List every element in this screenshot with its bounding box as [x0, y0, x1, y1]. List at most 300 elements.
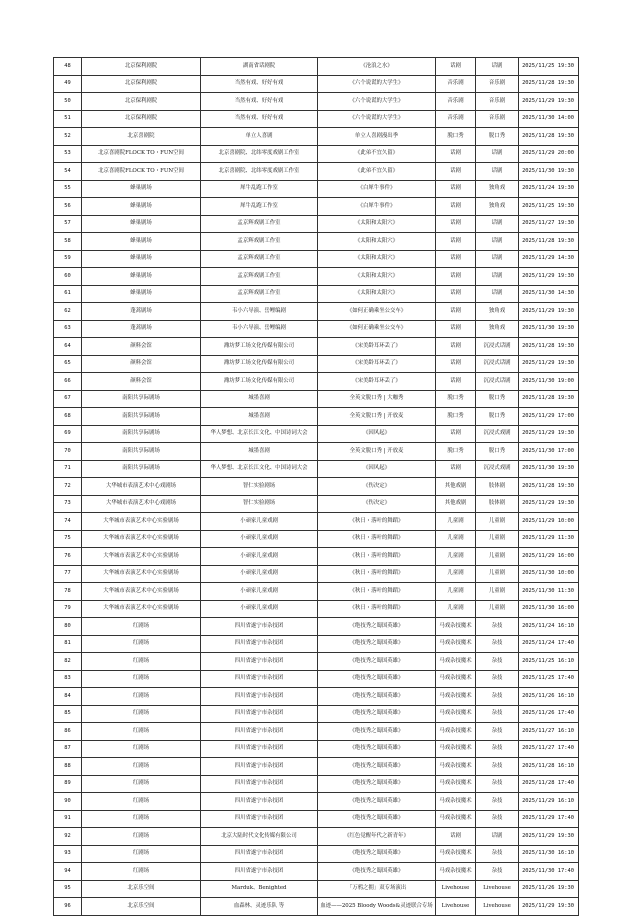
organizer-cell: 孟京辉戏剧工作室: [201, 233, 318, 251]
venue-cell: 蓬蒿剧场: [82, 303, 201, 321]
show-title-cell: 《太阳和太阳穴》: [318, 215, 436, 233]
table-row: [54, 548, 579, 566]
venue-cell: 红剧场: [82, 723, 201, 741]
organizer-cell: 单立人喜剧: [201, 128, 318, 146]
table-row: [54, 460, 579, 478]
venue-cell: 蜂巢剧场: [82, 180, 201, 198]
organizer-cell: 城墨喜剧: [201, 408, 318, 426]
sub-category-cell: 音乐剧: [476, 93, 519, 111]
organizer-cell: 潍坊梦工场文化传媒有限公司: [201, 373, 318, 391]
row-number-cell: 83: [54, 670, 82, 688]
show-title-cell: 《绝技秀之蜀国英雄》: [318, 670, 436, 688]
show-title-cell: 《绝技秀之蜀国英雄》: [318, 688, 436, 706]
category-cell: 马戏杂技魔术: [436, 863, 476, 881]
venue-cell: 大华城市表演艺术中心实验剧场: [82, 513, 201, 531]
show-title-cell: 全英文脱口秀 | 开放麦: [318, 443, 436, 461]
show-title-cell: 《绝技秀之蜀国英雄》: [318, 618, 436, 636]
category-cell: 马戏杂技魔术: [436, 810, 476, 828]
organizer-cell: 小顽家儿童戏剧: [201, 513, 318, 531]
venue-cell: 红剧场: [82, 828, 201, 846]
category-cell: 马戏杂技魔术: [436, 845, 476, 863]
category-cell: 马戏杂技魔术: [436, 740, 476, 758]
venue-cell: 南阳共享际剧场: [82, 443, 201, 461]
organizer-cell: 四川省遂宁市杂技团: [201, 670, 318, 688]
venue-cell: 红剧场: [82, 688, 201, 706]
show-title-cell: 《宋美龄耳环丢了》: [318, 355, 436, 373]
organizer-cell: 潍坊梦工场文化传媒有限公司: [201, 338, 318, 356]
venue-cell: 蜂巢剧场: [82, 250, 201, 268]
sub-category-cell: 话剧: [476, 58, 519, 76]
category-cell: 儿童剧: [436, 600, 476, 618]
category-cell: 儿童剧: [436, 548, 476, 566]
venue-cell: 北京保利剧院: [82, 110, 201, 128]
organizer-cell: 四川省遂宁市杂技团: [201, 723, 318, 741]
row-number-cell: 95: [54, 880, 82, 898]
show-title-cell: 《如何正确乘坐公交车》: [318, 320, 436, 338]
table-row: [54, 320, 579, 338]
show-time-cell: 2025/11/29 19:30: [519, 898, 579, 916]
venue-cell: 大华城市表演艺术中心实验剧场: [82, 548, 201, 566]
organizer-cell: 孟京辉戏剧工作室: [201, 268, 318, 286]
row-number-cell: 77: [54, 565, 82, 583]
show-title-cell: 《绝技秀之蜀国英雄》: [318, 863, 436, 881]
table-row: [54, 740, 579, 758]
row-number-cell: 82: [54, 653, 82, 671]
show-time-cell: 2025/11/24 19:30: [519, 180, 579, 198]
sub-category-cell: 杂技: [476, 863, 519, 881]
venue-cell: 北京喜剧院FLOCK TO・FUN空间: [82, 145, 201, 163]
row-number-cell: 49: [54, 75, 82, 93]
sub-category-cell: 音乐剧: [476, 110, 519, 128]
category-cell: 音乐剧: [436, 110, 476, 128]
sub-category-cell: 杂技: [476, 845, 519, 863]
row-number-cell: 89: [54, 775, 82, 793]
venue-cell: 南阳共享际剧场: [82, 425, 201, 443]
sub-category-cell: 杂技: [476, 793, 519, 811]
category-cell: 话剧: [436, 285, 476, 303]
show-time-cell: 2025/11/27 19:30: [519, 215, 579, 233]
venue-cell: 红剧场: [82, 705, 201, 723]
category-cell: 脱口秀: [436, 390, 476, 408]
show-title-cell: 《绝技秀之蜀国英雄》: [318, 635, 436, 653]
schedule-table-container: [53, 57, 578, 916]
venue-cell: 南阳共享际剧场: [82, 460, 201, 478]
show-title-cell: 《太阳和太阳穴》: [318, 285, 436, 303]
show-time-cell: 2025/11/28 19:30: [519, 338, 579, 356]
row-number-cell: 92: [54, 828, 82, 846]
show-title-cell: 《秋日・落叶的舞蹈》: [318, 548, 436, 566]
show-time-cell: 2025/11/30 14:30: [519, 285, 579, 303]
category-cell: 儿童剧: [436, 513, 476, 531]
organizer-cell: 湖南省话剧院: [201, 58, 318, 76]
row-number-cell: 93: [54, 845, 82, 863]
show-time-cell: 2025/11/25 16:10: [519, 653, 579, 671]
table-row: [54, 565, 579, 583]
row-number-cell: 88: [54, 758, 82, 776]
row-number-cell: 85: [54, 705, 82, 723]
organizer-cell: 城墨喜剧: [201, 443, 318, 461]
sub-category-cell: Livehouse: [476, 880, 519, 898]
organizer-cell: 小顽家儿童戏剧: [201, 583, 318, 601]
venue-cell: 红剧场: [82, 653, 201, 671]
sub-category-cell: 肢体剧: [476, 495, 519, 513]
row-number-cell: 62: [54, 303, 82, 321]
row-number-cell: 61: [54, 285, 82, 303]
show-time-cell: 2025/11/28 19:30: [519, 128, 579, 146]
row-number-cell: 63: [54, 320, 82, 338]
sub-category-cell: 儿童剧: [476, 565, 519, 583]
venue-cell: 大华城市表演艺术中心戏剧场: [82, 478, 201, 496]
show-time-cell: 2025/11/29 19:30: [519, 355, 579, 373]
organizer-cell: 四川省遂宁市杂技团: [201, 653, 318, 671]
organizer-cell: 华人梦想、北京长江文化、中国诗词大会: [201, 425, 318, 443]
sub-category-cell: 脱口秀: [476, 443, 519, 461]
show-time-cell: 2025/11/29 16:10: [519, 793, 579, 811]
sub-category-cell: 独角戏: [476, 180, 519, 198]
show-time-cell: 2025/11/30 19:30: [519, 320, 579, 338]
venue-cell: 北京保利剧院: [82, 58, 201, 76]
show-time-cell: 2025/11/29 19:30: [519, 303, 579, 321]
organizer-cell: 智仁实验剧场: [201, 495, 318, 513]
organizer-cell: 当然有戏、好好有戏: [201, 93, 318, 111]
row-number-cell: 60: [54, 268, 82, 286]
organizer-cell: 华人梦想、北京长江文化、中国诗词大会: [201, 460, 318, 478]
sub-category-cell: 独角戏: [476, 320, 519, 338]
row-number-cell: 57: [54, 215, 82, 233]
venue-cell: 北京喜剧院: [82, 128, 201, 146]
row-number-cell: 96: [54, 898, 82, 916]
sub-category-cell: 杂技: [476, 758, 519, 776]
row-number-cell: 91: [54, 810, 82, 828]
venue-cell: 颜料会馆: [82, 373, 201, 391]
row-number-cell: 65: [54, 355, 82, 373]
table-row: [54, 758, 579, 776]
sub-category-cell: 沉浸式话剧: [476, 355, 519, 373]
category-cell: 其他戏剧: [436, 478, 476, 496]
show-time-cell: 2025/11/29 19:30: [519, 495, 579, 513]
sub-category-cell: 儿童剧: [476, 583, 519, 601]
venue-cell: 红剧场: [82, 793, 201, 811]
organizer-cell: 小顽家儿童戏剧: [201, 530, 318, 548]
sub-category-cell: 杂技: [476, 810, 519, 828]
venue-cell: 红剧场: [82, 635, 201, 653]
table-row: [54, 653, 579, 671]
show-time-cell: 2025/11/29 10:00: [519, 513, 579, 531]
show-title-cell: 《秋日・落叶的舞蹈》: [318, 530, 436, 548]
sub-category-cell: 杂技: [476, 635, 519, 653]
table-row: [54, 810, 579, 828]
show-time-cell: 2025/11/27 17:40: [519, 740, 579, 758]
show-time-cell: 2025/11/28 17:40: [519, 775, 579, 793]
show-title-cell: 《六个说谎的大学生》: [318, 110, 436, 128]
organizer-cell: 潍坊梦工场文化传媒有限公司: [201, 355, 318, 373]
show-title-cell: 《太阳和太阳穴》: [318, 268, 436, 286]
category-cell: 话剧: [436, 250, 476, 268]
category-cell: 脱口秀: [436, 443, 476, 461]
organizer-cell: 孟京辉戏剧工作室: [201, 250, 318, 268]
category-cell: 话剧: [436, 828, 476, 846]
category-cell: 脱口秀: [436, 408, 476, 426]
table-row: [54, 618, 579, 636]
row-number-cell: 64: [54, 338, 82, 356]
show-time-cell: 2025/11/25 17:40: [519, 670, 579, 688]
table-row: [54, 58, 579, 76]
organizer-cell: 城墨喜剧: [201, 390, 318, 408]
category-cell: 音乐剧: [436, 93, 476, 111]
row-number-cell: 73: [54, 495, 82, 513]
sub-category-cell: 话剧: [476, 828, 519, 846]
organizer-cell: 北京喜剧院、北纬零度戏剧工作室: [201, 163, 318, 181]
table-row: [54, 880, 579, 898]
category-cell: 脱口秀: [436, 128, 476, 146]
row-number-cell: 80: [54, 618, 82, 636]
show-title-cell: 《绝技秀之蜀国英雄》: [318, 705, 436, 723]
table-row: [54, 600, 579, 618]
category-cell: 马戏杂技魔术: [436, 670, 476, 688]
organizer-cell: 四川省遂宁市杂技团: [201, 618, 318, 636]
table-row: [54, 145, 579, 163]
show-time-cell: 2025/11/28 16:10: [519, 758, 579, 776]
show-time-cell: 2025/11/29 19:30: [519, 268, 579, 286]
show-time-cell: 2025/11/26 17:40: [519, 705, 579, 723]
category-cell: Livehouse: [436, 898, 476, 916]
table-row: [54, 250, 579, 268]
sub-category-cell: 沉浸式话剧: [476, 373, 519, 391]
show-time-cell: 2025/11/26 16:10: [519, 688, 579, 706]
row-number-cell: 86: [54, 723, 82, 741]
category-cell: 马戏杂技魔术: [436, 758, 476, 776]
sub-category-cell: 儿童剧: [476, 548, 519, 566]
show-title-cell: 《如何正确乘坐公交车》: [318, 303, 436, 321]
show-title-cell: 《秋日・落叶的舞蹈》: [318, 600, 436, 618]
row-number-cell: 55: [54, 180, 82, 198]
show-time-cell: 2025/11/30 16:10: [519, 845, 579, 863]
table-row: [54, 408, 579, 426]
table-row: [54, 198, 579, 216]
organizer-cell: 血森林、灵迹乐队 等: [201, 898, 318, 916]
row-number-cell: 53: [54, 145, 82, 163]
organizer-cell: 小顽家儿童戏剧: [201, 548, 318, 566]
category-cell: 儿童剧: [436, 583, 476, 601]
venue-cell: 蓬蒿剧场: [82, 320, 201, 338]
organizer-cell: 四川省遂宁市杂技团: [201, 775, 318, 793]
show-title-cell: 「万鸦之拥」双专场演出: [318, 880, 436, 898]
show-time-cell: 2025/11/30 10:00: [519, 565, 579, 583]
table-row: [54, 635, 579, 653]
table-row: [54, 268, 579, 286]
category-cell: 话剧: [436, 355, 476, 373]
row-number-cell: 48: [54, 58, 82, 76]
show-time-cell: 2025/11/24 17:40: [519, 635, 579, 653]
row-number-cell: 50: [54, 93, 82, 111]
row-number-cell: 56: [54, 198, 82, 216]
organizer-cell: 智仁实验剧场: [201, 478, 318, 496]
row-number-cell: 79: [54, 600, 82, 618]
show-time-cell: 2025/11/28 19:30: [519, 233, 579, 251]
show-time-cell: 2025/11/30 19:30: [519, 460, 579, 478]
sub-category-cell: 话剧: [476, 233, 519, 251]
show-title-cell: 《六个说谎的大学生》: [318, 93, 436, 111]
organizer-cell: 北京喜剧院、北纬零度戏剧工作室: [201, 145, 318, 163]
show-title-cell: 《六个说谎的大学生》: [318, 75, 436, 93]
organizer-cell: 小顽家儿童戏剧: [201, 565, 318, 583]
table-row: [54, 530, 579, 548]
venue-cell: 红剧场: [82, 618, 201, 636]
category-cell: 马戏杂技魔术: [436, 653, 476, 671]
show-title-cell: 《沧浪之水》: [318, 58, 436, 76]
organizer-cell: 犀牛乱跑工作室: [201, 180, 318, 198]
venue-cell: 红剧场: [82, 810, 201, 828]
performance-schedule-table: [53, 57, 579, 916]
category-cell: 其他戏剧: [436, 495, 476, 513]
show-title-cell: 《此弟不宜久留》: [318, 163, 436, 181]
category-cell: 话剧: [436, 460, 476, 478]
show-title-cell: 《太阳和太阳穴》: [318, 250, 436, 268]
show-time-cell: 2025/11/26 19:30: [519, 880, 579, 898]
category-cell: 马戏杂技魔术: [436, 688, 476, 706]
venue-cell: 南阳共享际剧场: [82, 408, 201, 426]
table-row: [54, 705, 579, 723]
row-number-cell: 51: [54, 110, 82, 128]
sub-category-cell: 音乐剧: [476, 75, 519, 93]
table-row: [54, 180, 579, 198]
sub-category-cell: 脱口秀: [476, 128, 519, 146]
category-cell: 话剧: [436, 145, 476, 163]
venue-cell: 大华城市表演艺术中心实验剧场: [82, 600, 201, 618]
row-number-cell: 72: [54, 478, 82, 496]
show-title-cell: 《太阳和太阳穴》: [318, 233, 436, 251]
organizer-cell: 当然有戏、好好有戏: [201, 75, 318, 93]
table-row: [54, 495, 579, 513]
venue-cell: 红剧场: [82, 670, 201, 688]
row-number-cell: 78: [54, 583, 82, 601]
category-cell: 话剧: [436, 163, 476, 181]
venue-cell: 蜂巢剧场: [82, 268, 201, 286]
table-row: [54, 513, 579, 531]
show-title-cell: 《伤决定》: [318, 495, 436, 513]
show-title-cell: 《此弟不宜久留》: [318, 145, 436, 163]
organizer-cell: 犀牛乱跑工作室: [201, 198, 318, 216]
sub-category-cell: 杂技: [476, 705, 519, 723]
show-time-cell: 2025/11/27 16:10: [519, 723, 579, 741]
table-row: [54, 93, 579, 111]
category-cell: 儿童剧: [436, 565, 476, 583]
venue-cell: 蜂巢剧场: [82, 215, 201, 233]
organizer-cell: 当然有戏、好好有戏: [201, 110, 318, 128]
table-row: [54, 110, 579, 128]
organizer-cell: 韦小六导演、岳鲤编剧: [201, 303, 318, 321]
row-number-cell: 69: [54, 425, 82, 443]
sub-category-cell: 沉浸式话剧: [476, 338, 519, 356]
category-cell: 马戏杂技魔术: [436, 793, 476, 811]
show-title-cell: 《绝技秀之蜀国英雄》: [318, 723, 436, 741]
show-time-cell: 2025/11/25 19:30: [519, 58, 579, 76]
category-cell: 话剧: [436, 268, 476, 286]
organizer-cell: 四川省遂宁市杂技团: [201, 705, 318, 723]
table-row: [54, 285, 579, 303]
show-title-cell: 《因风起》: [318, 425, 436, 443]
show-time-cell: 2025/11/25 19:30: [519, 198, 579, 216]
category-cell: 话剧: [436, 373, 476, 391]
sub-category-cell: 沉浸式戏剧: [476, 425, 519, 443]
row-number-cell: 52: [54, 128, 82, 146]
show-title-cell: 《因风起》: [318, 460, 436, 478]
venue-cell: 红剧场: [82, 845, 201, 863]
category-cell: 马戏杂技魔术: [436, 635, 476, 653]
organizer-cell: 四川省遂宁市杂技团: [201, 845, 318, 863]
venue-cell: 北京保利剧院: [82, 93, 201, 111]
row-number-cell: 76: [54, 548, 82, 566]
sub-category-cell: 话剧: [476, 163, 519, 181]
organizer-cell: 四川省遂宁市杂技团: [201, 740, 318, 758]
sub-category-cell: 话剧: [476, 285, 519, 303]
show-title-cell: 全英文脱口秀 | 大咖秀: [318, 390, 436, 408]
category-cell: 话剧: [436, 58, 476, 76]
category-cell: 话剧: [436, 425, 476, 443]
show-title-cell: 《绝技秀之蜀国英雄》: [318, 845, 436, 863]
row-number-cell: 70: [54, 443, 82, 461]
category-cell: 马戏杂技魔术: [436, 723, 476, 741]
category-cell: 话剧: [436, 198, 476, 216]
show-title-cell: 《红色觉醒年代之新青年》: [318, 828, 436, 846]
table-row: [54, 898, 579, 916]
show-title-cell: 《秋日・落叶的舞蹈》: [318, 565, 436, 583]
sub-category-cell: 肢体剧: [476, 478, 519, 496]
table-row: [54, 583, 579, 601]
row-number-cell: 54: [54, 163, 82, 181]
table-row: [54, 303, 579, 321]
category-cell: 话剧: [436, 180, 476, 198]
row-number-cell: 84: [54, 688, 82, 706]
show-title-cell: 血迹——2025 Bloody Woods&灵迹联合专场: [318, 898, 436, 916]
row-number-cell: 90: [54, 793, 82, 811]
show-title-cell: 《绝技秀之蜀国英雄》: [318, 653, 436, 671]
sub-category-cell: 杂技: [476, 740, 519, 758]
show-time-cell: 2025/11/29 16:00: [519, 548, 579, 566]
organizer-cell: 四川省遂宁市杂技团: [201, 758, 318, 776]
sub-category-cell: 话剧: [476, 268, 519, 286]
sub-category-cell: 儿童剧: [476, 600, 519, 618]
show-title-cell: 《绝技秀之蜀国英雄》: [318, 775, 436, 793]
venue-cell: 南阳共享际剧场: [82, 390, 201, 408]
show-time-cell: 2025/11/29 19:30: [519, 93, 579, 111]
table-row: [54, 775, 579, 793]
row-number-cell: 94: [54, 863, 82, 881]
row-number-cell: 66: [54, 373, 82, 391]
table-row: [54, 373, 579, 391]
sub-category-cell: 杂技: [476, 618, 519, 636]
venue-cell: 颜料会馆: [82, 355, 201, 373]
show-time-cell: 2025/11/28 19:30: [519, 75, 579, 93]
table-row: [54, 163, 579, 181]
show-time-cell: 2025/11/30 19:30: [519, 163, 579, 181]
row-number-cell: 87: [54, 740, 82, 758]
sub-category-cell: 杂技: [476, 688, 519, 706]
table-row: [54, 845, 579, 863]
show-title-cell: 《宋美龄耳环丢了》: [318, 373, 436, 391]
venue-cell: 蜂巢剧场: [82, 285, 201, 303]
table-row: [54, 670, 579, 688]
sub-category-cell: 儿童剧: [476, 513, 519, 531]
category-cell: 话剧: [436, 303, 476, 321]
sub-category-cell: 独角戏: [476, 198, 519, 216]
category-cell: 马戏杂技魔术: [436, 775, 476, 793]
show-time-cell: 2025/11/29 19:30: [519, 425, 579, 443]
table-body: [54, 58, 579, 916]
show-title-cell: 《秋日・落叶的舞蹈》: [318, 513, 436, 531]
show-time-cell: 2025/11/29 11:30: [519, 530, 579, 548]
show-title-cell: 《绝技秀之蜀国英雄》: [318, 740, 436, 758]
